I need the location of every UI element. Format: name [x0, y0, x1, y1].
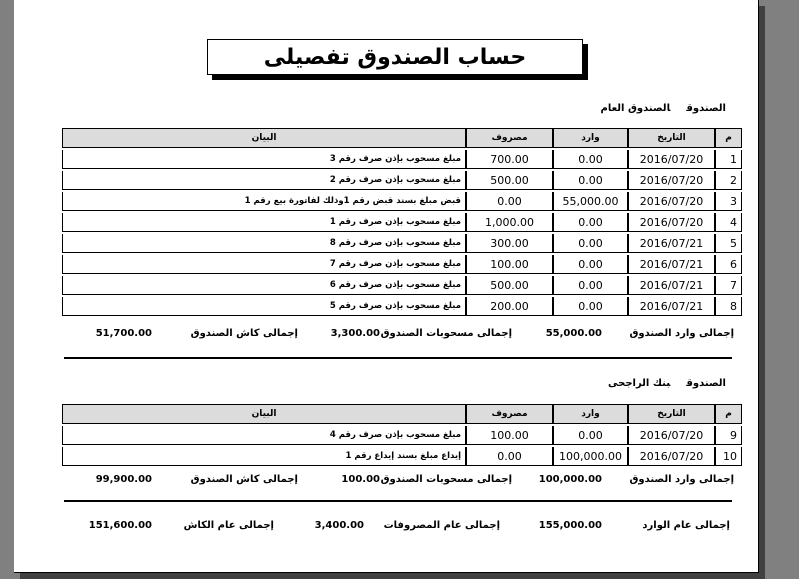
row-num: 1 — [715, 150, 742, 169]
section-divider — [64, 357, 732, 359]
row-num: 4 — [715, 213, 742, 232]
grand-cash-label: إجمالى عام الكاش — [183, 520, 274, 531]
grand-totals — [62, 520, 742, 536]
table-row — [62, 276, 742, 295]
row-num: 9 — [715, 426, 742, 445]
grand-in-label: إجمالى عام الوارد — [642, 520, 730, 531]
row-out: 0.00 — [466, 447, 553, 466]
total-cash-label: إجمالى كاش الصندوق — [190, 474, 298, 485]
col-date-header: التاريخ — [628, 128, 715, 148]
total-in-value: 100,000.00 — [538, 474, 602, 485]
col-out-header: مصروف — [466, 128, 553, 148]
row-in: 0.00 — [553, 297, 628, 316]
row-in: 0.00 — [553, 234, 628, 253]
total-out-label: إجمالى مسحوبات الصندوق — [380, 474, 512, 485]
row-out: 200.00 — [466, 297, 553, 316]
total-out-label: إجمالى مسحوبات الصندوق — [380, 328, 512, 339]
grand-in-value: 155,000.00 — [538, 520, 602, 531]
row-date: 2016/07/21 — [628, 255, 715, 274]
table-row — [62, 171, 742, 190]
table-row — [62, 192, 742, 211]
col-num-header: م — [715, 128, 742, 148]
row-in: 0.00 — [553, 276, 628, 295]
row-desc: مبلغ مسحوب بإذن صرف رقم 4 — [62, 426, 466, 445]
row-desc: مبلغ مسحوب بإذن صرف رقم 5 — [62, 297, 466, 316]
col-num-header: م — [715, 404, 742, 424]
fund-name: الصندوق العام — [600, 103, 671, 114]
row-out: 100.00 — [466, 426, 553, 445]
row-desc: مبلغ مسحوب بإذن صرف رقم 2 — [62, 171, 466, 190]
row-in: 0.00 — [553, 213, 628, 232]
table-row — [62, 213, 742, 232]
row-desc: مبلغ مسحوب بإذن صرف رقم 1 — [62, 213, 466, 232]
total-out-value: 100.00 — [341, 474, 380, 485]
grand-cash-value: 151,600.00 — [88, 520, 152, 531]
table-header-row — [62, 128, 742, 148]
row-num: 5 — [715, 234, 742, 253]
table-row — [62, 447, 742, 466]
row-out: 300.00 — [466, 234, 553, 253]
table-row — [62, 255, 742, 274]
table-row — [62, 150, 742, 169]
row-desc: مبلغ مسحوب بإذن صرف رقم 7 — [62, 255, 466, 274]
row-out: 100.00 — [466, 255, 553, 274]
section-totals-2 — [62, 474, 742, 490]
transactions-table-1 — [62, 128, 742, 316]
total-cash-label: إجمالى كاش الصندوق — [190, 328, 298, 339]
col-desc-header: البيان — [62, 128, 466, 148]
table-row — [62, 426, 742, 445]
row-in: 0.00 — [553, 426, 628, 445]
row-in: 0.00 — [553, 171, 628, 190]
row-date: 2016/07/21 — [628, 297, 715, 316]
row-num: 6 — [715, 255, 742, 274]
table-row — [62, 234, 742, 253]
transactions-table-2 — [62, 404, 742, 466]
report-page — [14, 0, 759, 573]
row-date: 2016/07/20 — [628, 150, 715, 169]
grand-out-value: 3,400.00 — [314, 520, 364, 531]
row-in: 0.00 — [553, 255, 628, 274]
row-date: 2016/07/21 — [628, 234, 715, 253]
grand-out-label: إجمالى عام المصروفات — [383, 520, 500, 531]
row-date: 2016/07/20 — [628, 213, 715, 232]
row-desc: مبلغ مسحوب بإذن صرف رقم 3 — [62, 150, 466, 169]
total-in-value: 55,000.00 — [545, 328, 602, 339]
row-out: 500.00 — [466, 171, 553, 190]
table-header-row — [62, 404, 742, 424]
fund-label: الصندوق — [686, 103, 726, 114]
row-num: 10 — [715, 447, 742, 466]
fund-name: بنك الراجحى — [608, 378, 671, 389]
col-in-header: وارد — [553, 404, 628, 424]
row-out: 0.00 — [466, 192, 553, 211]
total-out-value: 3,300.00 — [330, 328, 380, 339]
fund-header-2 — [608, 378, 726, 389]
fund-label: الصندوق — [686, 378, 726, 389]
row-in: 55,000.00 — [553, 192, 628, 211]
row-num: 8 — [715, 297, 742, 316]
row-date: 2016/07/20 — [628, 192, 715, 211]
row-out: 500.00 — [466, 276, 553, 295]
col-date-header: التاريخ — [628, 404, 715, 424]
row-desc: مبلغ مسحوب بإذن صرف رقم 8 — [62, 234, 466, 253]
row-date: 2016/07/20 — [628, 171, 715, 190]
row-date: 2016/07/20 — [628, 447, 715, 466]
col-desc-header: البيان — [62, 404, 466, 424]
row-out: 700.00 — [466, 150, 553, 169]
table-row — [62, 297, 742, 316]
row-in: 0.00 — [553, 150, 628, 169]
fund-header-1 — [601, 103, 726, 114]
row-desc: قبض مبلغ بسند قبض رقم 1وذلك لفاتورة بيع رقم 1 — [62, 192, 466, 211]
total-cash-value: 51,700.00 — [95, 328, 152, 339]
col-out-header: مصروف — [466, 404, 553, 424]
col-in-header: وارد — [553, 128, 628, 148]
row-desc: إيداع مبلغ بسند إيداع رقم 1 — [62, 447, 466, 466]
row-num: 7 — [715, 276, 742, 295]
total-in-label: إجمالى وارد الصندوق — [629, 474, 734, 485]
total-cash-value: 99,900.00 — [95, 474, 152, 485]
report-title: حساب الصندوق تفصيلى — [207, 39, 583, 75]
row-num: 2 — [715, 171, 742, 190]
section-totals-1 — [62, 328, 742, 344]
row-out: 1,000.00 — [466, 213, 553, 232]
row-date: 2016/07/20 — [628, 426, 715, 445]
total-in-label: إجمالى وارد الصندوق — [629, 328, 734, 339]
row-num: 3 — [715, 192, 742, 211]
row-in: 100,000.00 — [553, 447, 628, 466]
row-desc: مبلغ مسحوب بإذن صرف رقم 6 — [62, 276, 466, 295]
grand-divider — [64, 500, 732, 502]
row-date: 2016/07/21 — [628, 276, 715, 295]
